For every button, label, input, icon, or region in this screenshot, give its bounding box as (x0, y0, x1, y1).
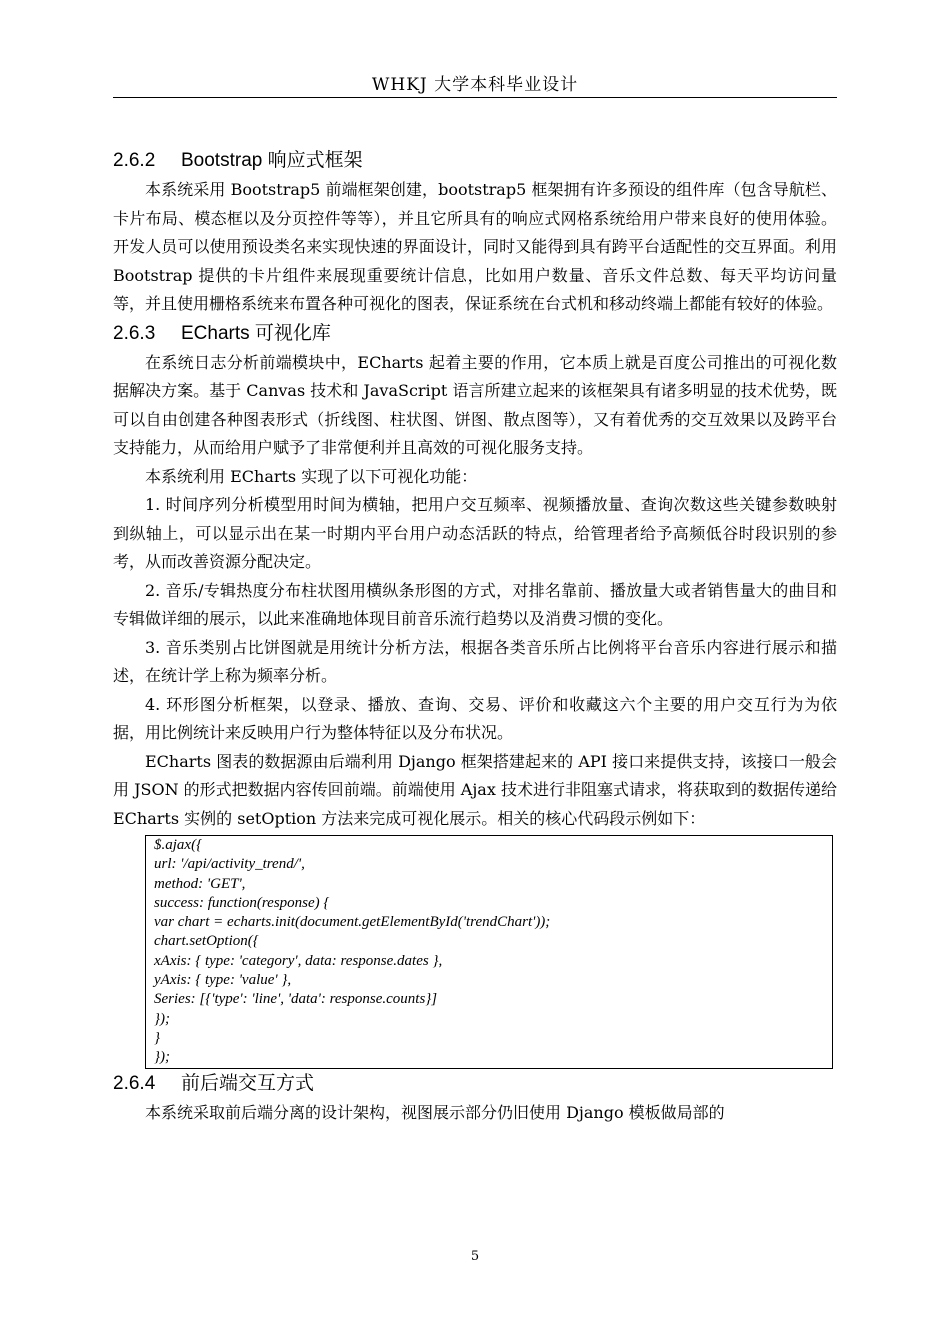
section-number: 2.6.2 (113, 150, 156, 171)
section-title: Bootstrap 响应式框架 (181, 150, 363, 171)
code-line: } (154, 1029, 160, 1046)
document-body (113, 146, 837, 1127)
page-number: 5 (470, 1249, 480, 1264)
paragraph-bootstrap: 本系统采用 Bootstrap5 前端框架创建，bootstrap5 框架拥有许多预设的组件库（包含导航栏、卡片布局、模态框以及分页控件等等），并且它所具有的响应式网格系统给用户带来良好的使用体验。开发人员可以使用预设类名来实现快速的界面设计，同时又能得到具有跨平台适配性的交互界面。利用 Bootstrap 提供的卡片组件来展现重要统计信息，比如用户数量、音乐文件总数、每天平均访问量等，并且使用栅格系统来布置各种可视化的图表，保证系统在台式机和移动终端上都能有较好的体验。 (113, 180, 837, 313)
code-line: url: '/api/activity_trend/', (154, 856, 305, 873)
code-line: Series: [{'type': 'line', 'data': response.counts}] (154, 991, 438, 1008)
code-line: }); (154, 1049, 170, 1066)
paragraph-echarts-intro: 在系统日志分析前端模块中，ECharts 起着主要的作用，它本质上就是百度公司推出的可视化数据解决方案。基于 Canvas 技术和 JavaScript 语言所建立起来的该框架具有诸多明显的技术优势，既可以自由创建各种图表形式（折线图、柱状图、饼图、散点图等），又有着优秀的交互效果以及跨平台支持能力，从而给用户赋予了非常便利并且高效的可视化服务支持。 (113, 352, 837, 457)
code-line: xAxis: { type: 'category', data: response.dates }, (154, 952, 443, 969)
list-item-pie-chart: 3. 音乐类别占比饼图就是用统计分析方法，根据各类音乐所占比例将平台音乐内容进行展示和描述，在统计学上称为频率分析。 (113, 637, 837, 685)
section-heading-2-6-3 (113, 319, 837, 349)
list-item-bar-chart: 2. 音乐/专辑热度分布柱状图用横纵条形图的方式，对排名靠前、播放量大或者销售量大的曲目和专辑做详细的展示，以此来准确地体现目前音乐流行趋势以及消费习惯的变化。 (113, 580, 837, 628)
section-number: 2.6.3 (113, 322, 156, 344)
section-title: 前后端交互方式 (181, 1072, 315, 1094)
code-line: }); (154, 1010, 170, 1027)
page-header: WHKJ 大学本科毕业设计 (371, 75, 579, 95)
code-line: $.ajax({ (154, 837, 203, 853)
code-line: method: 'GET', (154, 875, 246, 892)
paragraph-data-source: ECharts 图表的数据源由后端利用 Django 框架搭建起来的 API 接口来提供支持，该接口一般会用 JSON 的形式把数据内容传回前端。前端使用 Ajax 技术进行非阻塞式请求，将获取到的数据传递给 ECharts 实例的 setOption 方法来完成可视化展示。相关的核心代码段示例如下： (113, 751, 837, 828)
section-heading-2-6-2 (113, 146, 837, 176)
code-line: chart.setOption({ (154, 933, 259, 950)
code-line: success: function(response) { (154, 894, 330, 911)
code-block (145, 835, 833, 1069)
list-item-ring-chart: 4. 环形图分析框架，以登录、播放、查询、交易、评价和收藏这六个主要的用户交互行为为依据，用比例统计来反映用户行为整体特征以及分布状况。 (113, 694, 837, 742)
header-rule (113, 97, 837, 98)
paragraph-architecture: 本系统采取前后端分离的设计架构，视图展示部分仍旧使用 Django 模板做局部的 (145, 1102, 725, 1122)
section-heading-2-6-4 (113, 1069, 837, 1099)
paragraph-features-lead: 本系统利用 ECharts 实现了以下可视化功能： (145, 466, 478, 486)
section-title: ECharts 可视化库 (181, 322, 331, 344)
list-item-time-series: 1. 时间序列分析模型用时间为横轴，把用户交互频率、视频播放量、查询次数这些关键参数映射到纵轴上，可以显示出在某一时期内平台用户动态活跃的特点，给管理者给予高频低谷时段识别的参考，从而改善资源分配决定。 (113, 495, 837, 571)
code-line: var chart = echarts.init(document.getElementById('trendChart')); (154, 914, 551, 931)
code-line: yAxis: { type: 'value' }, (154, 972, 292, 989)
section-number: 2.6.4 (113, 1072, 156, 1094)
